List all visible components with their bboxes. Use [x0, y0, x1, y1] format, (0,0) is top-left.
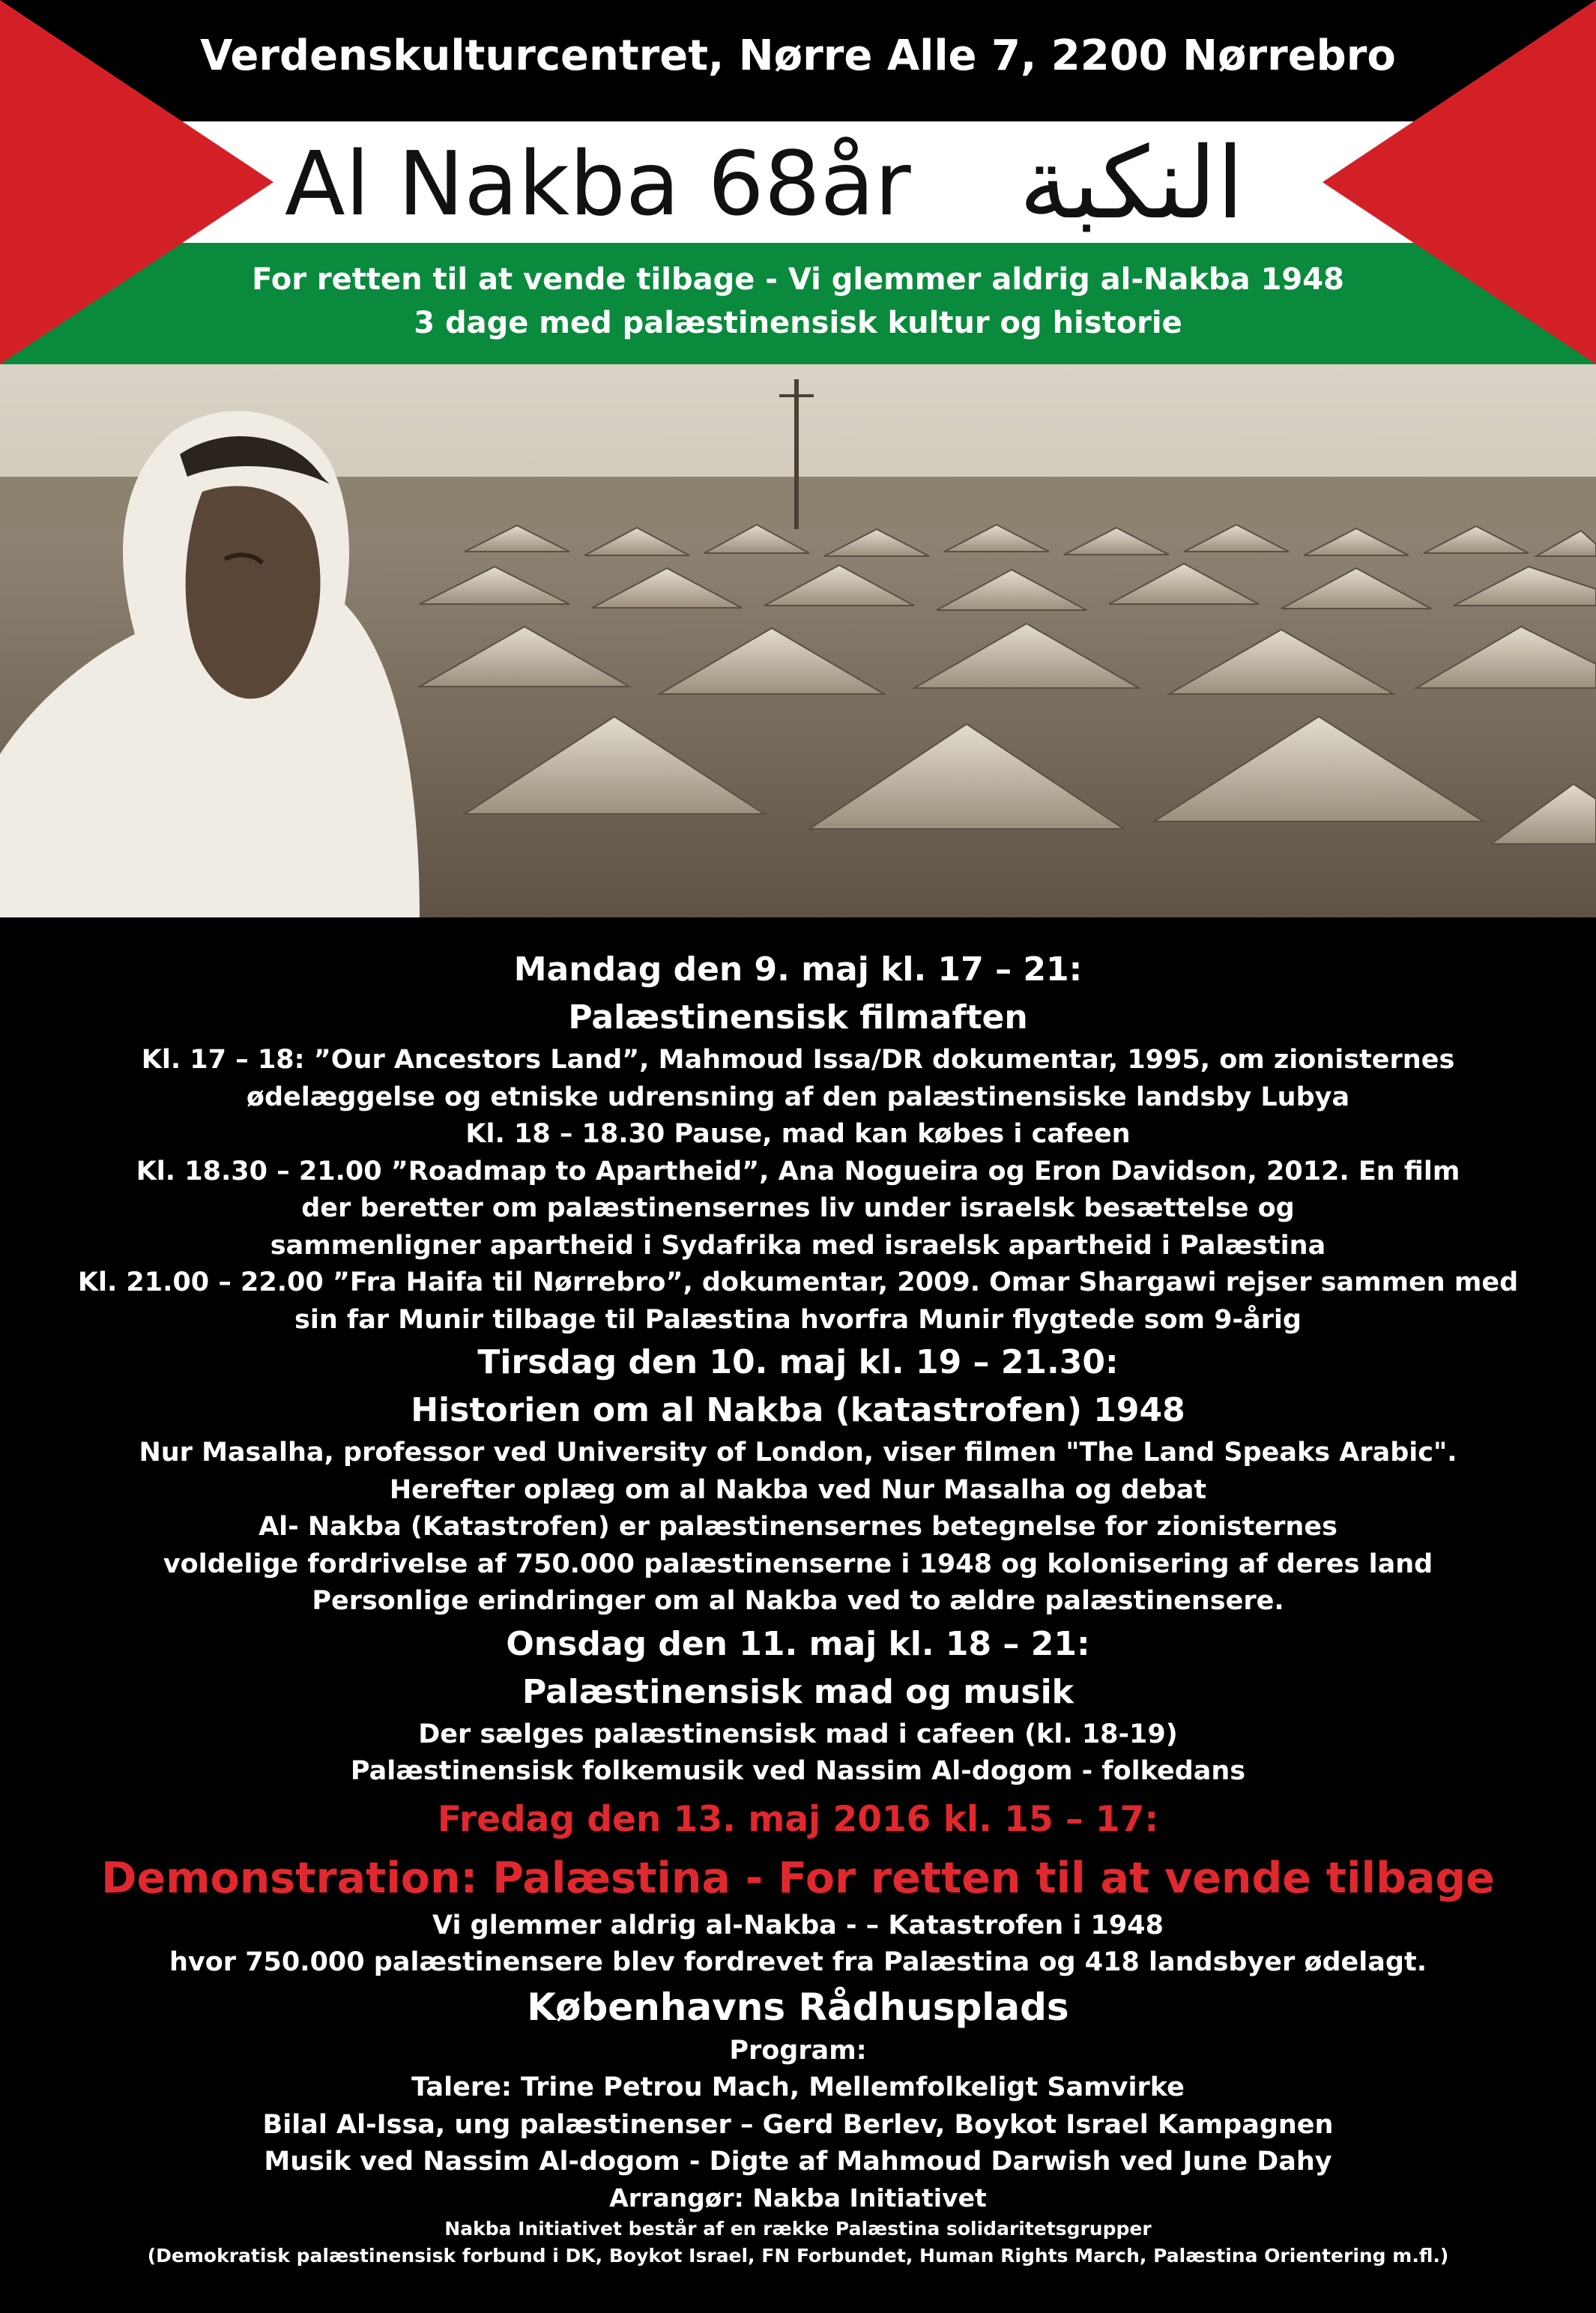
wednesday-subheading: Palæstinensisk mad og musik	[522, 1672, 1074, 1711]
demonstration-place: Københavns Rådhusplads	[527, 1985, 1069, 2029]
program-line: Musik ved Nassim Al-dogom - Digte af Mahmoud Darwish ved June Dahy	[264, 2147, 1332, 2177]
tuesday-line: Al- Nakba (Katastrofen) er palæstinensernes betegnelse for zionisternes	[259, 1512, 1337, 1542]
friday-demonstration-title: Demonstration: Palæstina - For retten til at vende tilbage	[101, 1853, 1495, 1903]
tuesday-line: Personlige erindringer om al Nakba ved to ældre palæstinensere.	[312, 1586, 1284, 1616]
friday-line: hvor 750.000 palæstinensere blev fordrevet fra Palæstina og 418 landsbyer ødelagt.	[169, 1947, 1427, 1977]
poster-title: Al Nakba 68år	[285, 132, 911, 235]
friday-line: Vi glemmer aldrig al-Nakba - – Katastrofen i 1948	[432, 1910, 1164, 1940]
tuesday-heading: Tirsdag den 10. maj kl. 19 – 21.30:	[477, 1343, 1119, 1381]
monday-line: ødelæggelse og etniske udrensning af den palæstinensiske landsby Lubya	[246, 1082, 1350, 1112]
monday-subheading: Palæstinensisk filmaften	[568, 998, 1028, 1037]
monday-line: Kl. 18 – 18.30 Pause, mad kan købes i cafeen	[465, 1119, 1131, 1149]
wednesday-heading: Onsdag den 11. maj kl. 18 – 21:	[506, 1624, 1090, 1663]
tagline-1: For retten til at vende tilbage - Vi glemmer aldrig al-Nakba 1948	[252, 262, 1344, 297]
organizer: Arrangør: Nakba Initiativet	[609, 2183, 987, 2213]
program-label: Program:	[729, 2035, 867, 2066]
tuesday-line: Nur Masalha, professor ved University of London, viser filmen "The Land Speaks Arabic".	[139, 1438, 1457, 1468]
monday-line: Kl. 17 – 18: ”Our Ancestors Land”, Mahmoud Issa/DR dokumentar, 1995, om zionisternes	[141, 1045, 1455, 1075]
venue-address: Verdenskulturcentret, Nørre Alle 7, 2200 Nørrebro	[200, 31, 1396, 80]
tuesday-line: Herefter oplæg om al Nakba ved Nur Masalha og debat	[389, 1474, 1207, 1505]
tuesday-line: voldelige fordrivelse af 750.000 palæstinenserne i 1948 og kolonisering af deres land	[163, 1548, 1433, 1579]
program-line: Talere: Trine Petrou Mach, Mellemfolkeligt Samvirke	[411, 2072, 1185, 2102]
program	[0, 946, 1596, 2270]
monday-line: Kl. 21.00 – 22.00 ”Fra Haifa til Nørrebro”, dokumentar, 2009. Omar Shargawi rejser sammen med	[77, 1267, 1519, 1297]
poster-title-arabic: النكبة	[1019, 126, 1245, 241]
wednesday-line: Palæstinensisk folkemusik ved Nassim Al-dogom - folkedans	[350, 1756, 1246, 1786]
refugee-camp-photo	[0, 364, 1596, 917]
monday-line: der beretter om palæstinensernes liv under israelsk besættelse og	[301, 1193, 1295, 1223]
members-intro: Nakba Initiativet består af en række Palæstina solidaritetsgrupper	[444, 2217, 1152, 2240]
monday-line: sin far Munir tilbage til Palæstina hvorfra Munir flygtede som 9-årig	[294, 1304, 1302, 1335]
friday-heading: Fredag den 13. maj 2016 kl. 15 – 17:	[437, 1798, 1159, 1840]
program-line: Bilal Al-Issa, ung palæstinenser – Gerd Berlev, Boykot Israel Kampagnen	[262, 2109, 1334, 2140]
tuesday-subheading: Historien om al Nakba (katastrofen) 1948	[411, 1391, 1185, 1429]
monday-line: Kl. 18.30 – 21.00 ”Roadmap to Apartheid”, Ana Nogueira og Eron Davidson, 2012. En film	[136, 1156, 1460, 1186]
wednesday-line: Der sælges palæstinensisk mad i cafeen (kl. 18-19)	[418, 1719, 1178, 1749]
monday-line: sammenligner apartheid i Sydafrika med israelsk apartheid i Palæstina	[270, 1230, 1326, 1261]
members-list: (Demokratisk palæstinensisk forbund i DK, Boykot Israel, FN Forbundet, Human Rights March, Palæstina Orientering m.fl.)	[147, 2244, 1449, 2267]
monday-heading: Mandag den 9. maj kl. 17 – 21:	[513, 950, 1083, 989]
tagline-2: 3 dage med palæstinensisk kultur og historie	[414, 306, 1182, 340]
